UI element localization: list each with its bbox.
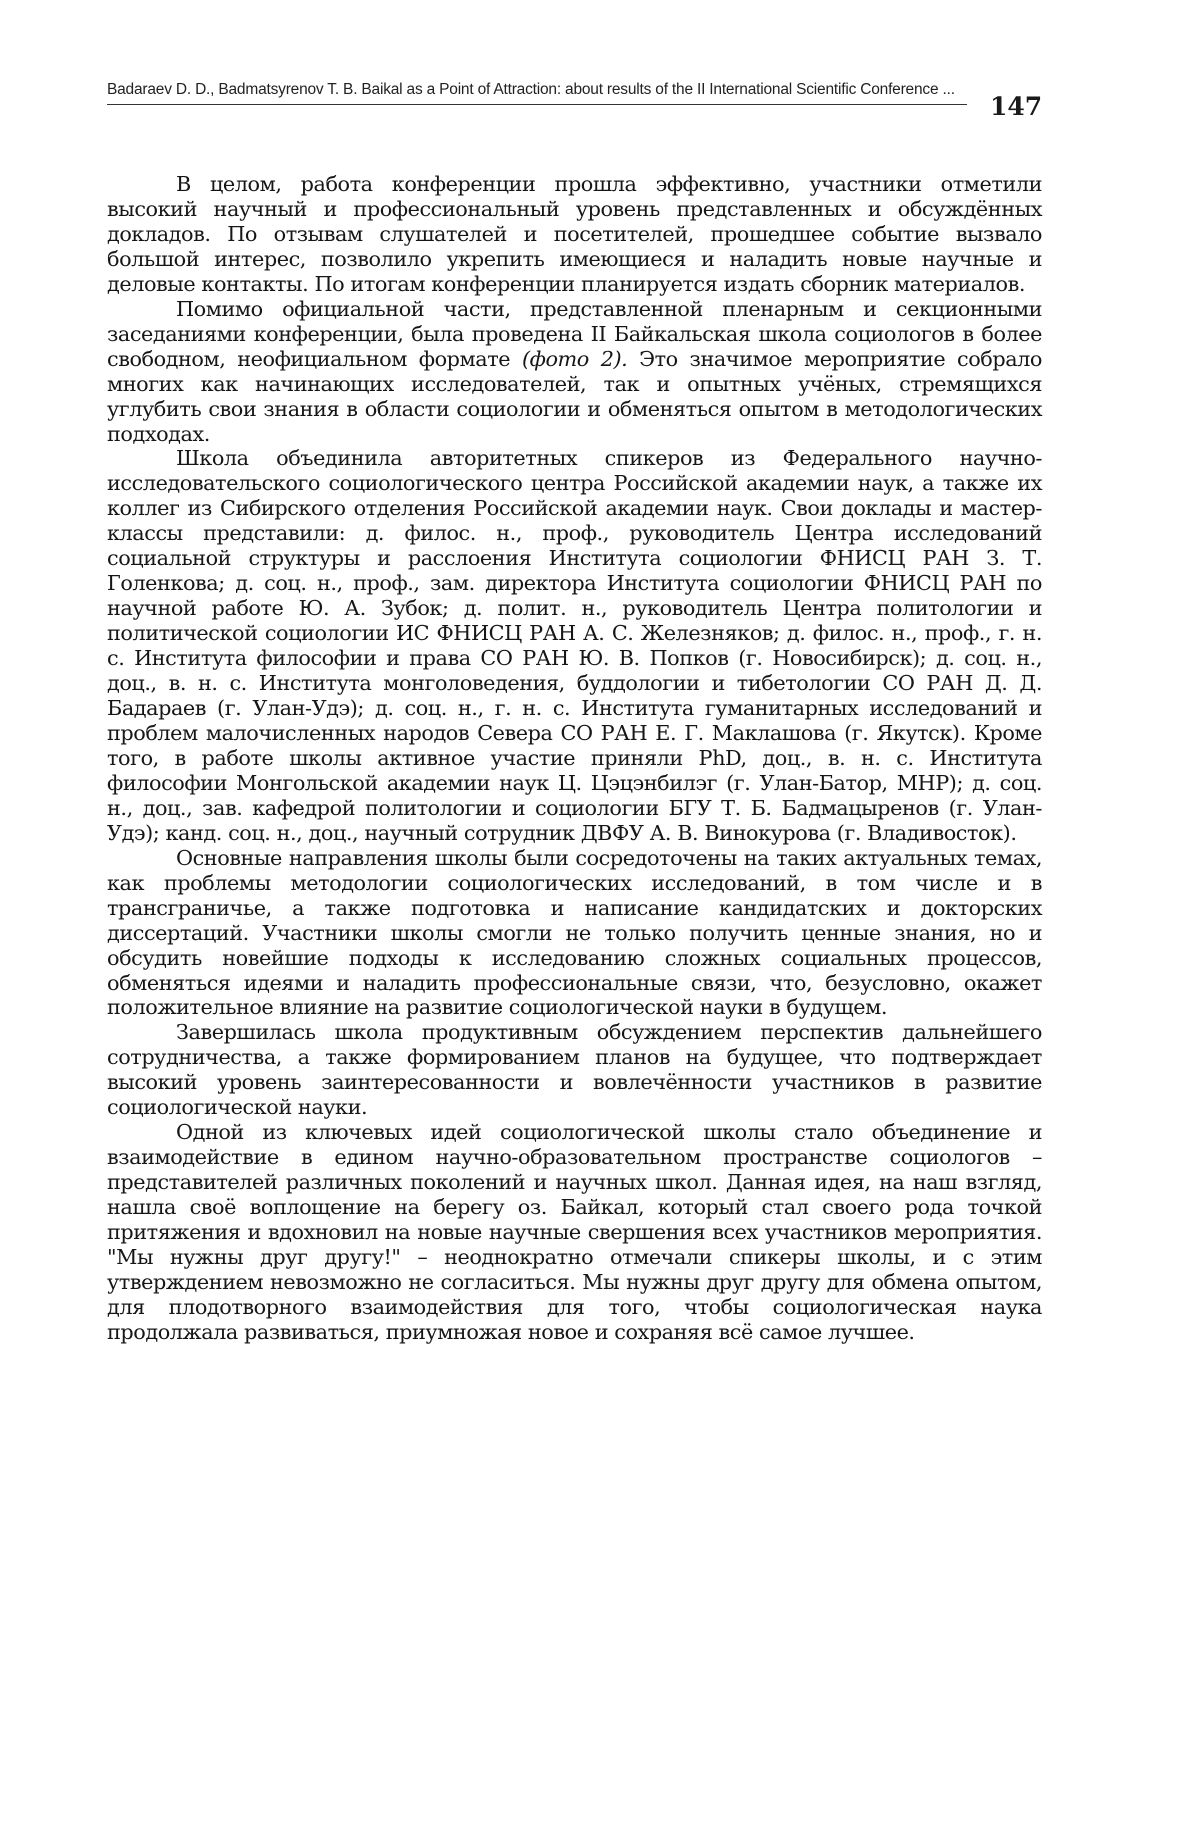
paragraph-2-text-end: Это значимое мероприятие собрало многих как начинающих исследователей, так и опытных учёных, стремящихся углубить свои знания в области социологии и обменяться опытом в методологических подходах. bbox=[107, 346, 1043, 446]
article-body bbox=[107, 172, 1042, 1345]
paragraph-2 bbox=[107, 297, 1042, 447]
paragraph-1: В целом, работа конференции прошла эффективно, участники отметили высокий научный и профессиональный уровень представленных и обсуждённых докладов. По отзывам слушателей и посетителей, прошедшее событие вызвало большой интерес, позволило укрепить имеющиеся и наладить новые научные и деловые контакты. По итогам конференции планируется издать сборник материалов. bbox=[107, 172, 1042, 296]
paragraph-4: Основные направления школы были сосредоточены на таких актуальных темах, как проблемы методологии социологических исследований, в том числе и в трансграничье, а также подготовка и написание кандидатских и докторских диссертаций. Участники школы смогли не только получить ценные знания, но и обсудить новейшие подходы к исследованию сложных социальных процессов, обменяться идеями и наладить профессиональные связи, что, безусловно, окажет положительное влияние на развитие социологической науки в будущем. bbox=[107, 845, 1042, 1020]
header-rule bbox=[107, 104, 967, 105]
paragraph-2-text-start: Помимо официальной части, представленной пленарным и секционными заседаниями конференции, была проведена II Байкальская школа социологов в более свободном, неофициальном формате bbox=[107, 296, 1042, 371]
running-header: Badaraev D. D., Badmatsyrenov T. B. Baikal as a Point of Attraction: about results of the II International Scientific Conference ... bbox=[107, 81, 955, 98]
page-number: 147 bbox=[990, 92, 1043, 121]
photo-reference: (фото 2). bbox=[521, 346, 628, 371]
paragraph-6: Одной из ключевых идей социологической школы стало объединение и взаимодействие в едином научно-образовательном пространстве социологов – представителей различных поколений и научных школ. Данная идея, на наш взгляд, нашла своё воплощение на берегу оз. Байкал, который стал своего рода точкой притяжения и вдохновил на новые научные свершения всех участников мероприятия. "Мы нужны друг другу!" – неоднократно отмечали спикеры школы, и с этим утверждением невозможно не согласиться. Мы нужны друг другу для обмена опытом, для плодотворного взаимодействия для того, чтобы социологическая наука продолжала развиваться, приумножая новое и сохраняя всё самое лучшее. bbox=[107, 1120, 1042, 1344]
paragraph-5: Завершилась школа продуктивным обсуждением перспектив дальнейшего сотрудничества, а также формированием планов на будущее, что подтверждает высокий уровень заинтересованности и вовлечённости участников в развитие социологической науки. bbox=[107, 1020, 1042, 1120]
paragraph-3: Школа объединила авторитетных спикеров из Федерального научно-исследовательского социологического центра Российской академии наук, а также их коллег из Сибирского отделения Российской академии наук. Свои доклады и мастер-классы представили: д. филос. н., проф., руководитель Центра исследований социальной структуры и расслоения Института социологии ФНИСЦ РАН З. Т. Голенкова; д. соц. н., проф., зам. директора Института социологии ФНИСЦ РАН по научной работе Ю. А. Зубок; д. полит. н., руководитель Центра политологии и политической социологии ИС ФНИСЦ РАН А. С. Железняков; д. филос. н., проф., г. н. с. Института философии и права СО РАН Ю. В. Попков (г. Новосибирск); д. соц. н., доц., в. н. с. Института монголоведения, буддологии и тибетологии СО РАН Д. Д. Бадараев (г. Улан-Удэ); д. соц. н., г. н. с. Института гуманитарных исследований и проблем малочисленных народов Севера СО РАН Е. Г. Маклашова (г. Якутск). Кроме того, в работе школы активное участие приняли PhD, доц., в. н. с. Института философии Монгольской академии наук Ц. Цэцэнбилэг (г. Улан-Батор, МНР); д. соц. н., доц., зав. кафедрой политологии и социологии БГУ Т. Б. Бадмацыренов (г. Улан-Удэ); канд. соц. н., доц., научный сотрудник ДВФУ А. В. Винокурова (г. Владивосток). bbox=[107, 446, 1042, 845]
